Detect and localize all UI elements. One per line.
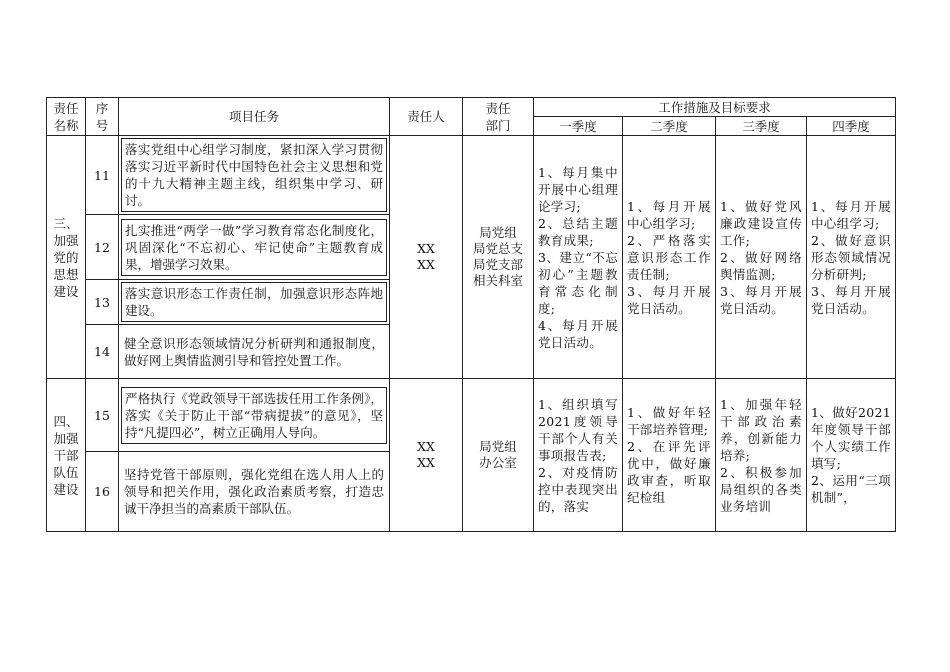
section-q1 <box>534 379 623 532</box>
header-q1: 一季度 <box>534 117 623 136</box>
section-department <box>463 136 534 379</box>
department-name: 局党组 <box>479 439 517 454</box>
row-task <box>119 325 390 379</box>
row-task <box>119 215 390 280</box>
header-q3: 三季度 <box>716 117 807 136</box>
header-q2: 二季度 <box>623 117 716 136</box>
section-q4 <box>807 379 896 532</box>
row-seq: 14 <box>86 325 119 379</box>
row-task <box>119 280 390 325</box>
q1-text: 1、组织填写2021度领导干部个人有关事项报告表; 2、对疫情防控中表现突出的，落实 <box>538 396 618 514</box>
row-seq: 16 <box>86 452 119 532</box>
header-responsible: 责任人 <box>390 98 463 136</box>
section-responsible <box>390 136 463 379</box>
task-text: 落实意识形态工作责任制，加强意识形态阵地建设。 <box>121 282 387 322</box>
responsible-name: XX <box>417 455 435 470</box>
section-name: 三、 加强 党的 思想 建设 <box>47 136 86 379</box>
row-task <box>119 379 390 452</box>
q4-text: 1、每月开展中心组学习; 2、做好意识形态领域情况分析研判; 3、每月开展党日活动。 <box>811 198 892 316</box>
row-task <box>119 136 390 215</box>
row-task <box>119 452 390 532</box>
section-q1 <box>534 136 623 379</box>
header-q4: 四季度 <box>807 117 896 136</box>
task-text: 落实党组中心组学习制度，紧扣深入学习贯彻落实习近平新时代中国特色社会主义思想和党的十九大精神主题主线，组织集中学习、研讨。 <box>121 138 387 212</box>
department-name: 局党总支 <box>472 241 523 256</box>
q3-text: 1、加强年轻干部政治素养，创新能力培养; 2、积极参加局组织的各类业务培训 <box>720 396 802 514</box>
section-department <box>463 379 534 532</box>
section-q3 <box>716 379 807 532</box>
department-name: 相关科室 <box>472 273 523 288</box>
header-seq: 序 号 <box>86 98 119 136</box>
header-measures: 工作措施及目标要求 <box>534 98 896 117</box>
row-seq: 15 <box>86 379 119 452</box>
row-seq: 11 <box>86 136 119 215</box>
q2-text: 1、每月开展中心组学习; 2、严格落实意识形态工作责任制; 3、每月开展党日活动。 <box>627 198 711 316</box>
section-q4 <box>807 136 896 379</box>
section-responsible <box>390 379 463 532</box>
row-seq: 12 <box>86 215 119 280</box>
responsible-name: XX <box>417 241 435 256</box>
section-q2 <box>623 136 716 379</box>
header-row <box>47 98 896 117</box>
task-text: 扎实推进“两学一做”学习教育常态化制度化，巩固深化“不忘初心、牢记使命”主题教育成果，增强学习效果。 <box>121 219 387 276</box>
department-name: 局党支部 <box>472 257 523 272</box>
header-owner-name: 责任 名称 <box>47 98 86 136</box>
work-plan-table <box>46 97 896 532</box>
q1-text: 1、每月集中开展中心组理论学习; 2、总结主题教育成果; 3、建立“不忘初心”主题教育常态化制度; 4、每月开展党日活动。 <box>538 164 618 350</box>
task-text: 严格执行《党政领导干部选拔任用工作条例》，落实《关于防止干部“带病提拔”的意见》，坚持“凡提四必”，树立正确用人导向。 <box>121 387 387 444</box>
department-name: 局党组 <box>479 225 517 240</box>
responsible-name: XX <box>417 257 435 272</box>
table-row <box>47 379 896 452</box>
section-q2 <box>623 379 716 532</box>
q2-text: 1、做好年轻干部培养管理; 2、在评先评优中，做好廉政审查，听取纪检组 <box>627 405 711 505</box>
header-task: 项目任务 <box>119 98 390 136</box>
table-row <box>47 136 896 215</box>
task-text: 坚持党管干部原则，强化党组在选人用人上的领导和把关作用，强化政治素质考察，打造忠诚干净担当的高素质干部队伍。 <box>124 467 384 516</box>
header-department: 责任 部门 <box>463 98 534 136</box>
q4-text: 1、做好2021年度领导干部个人实绩工作填写; 2、运用“三项机制”， <box>811 405 892 505</box>
task-text: 健全意识形态领域情况分析研判和通报制度，做好网上舆情监测引导和管控处置工作。 <box>124 335 384 368</box>
section-name: 四、 加强 干部 队伍 建设 <box>47 379 86 532</box>
responsible-name: XX <box>417 439 435 454</box>
section-q3 <box>716 136 807 379</box>
row-seq: 13 <box>86 280 119 325</box>
q3-text: 1、做好党风廉政建设宣传工作; 2、做好网络舆情监测; 3、每月开展党日活动。 <box>720 198 802 316</box>
department-name: 办公室 <box>479 455 517 470</box>
